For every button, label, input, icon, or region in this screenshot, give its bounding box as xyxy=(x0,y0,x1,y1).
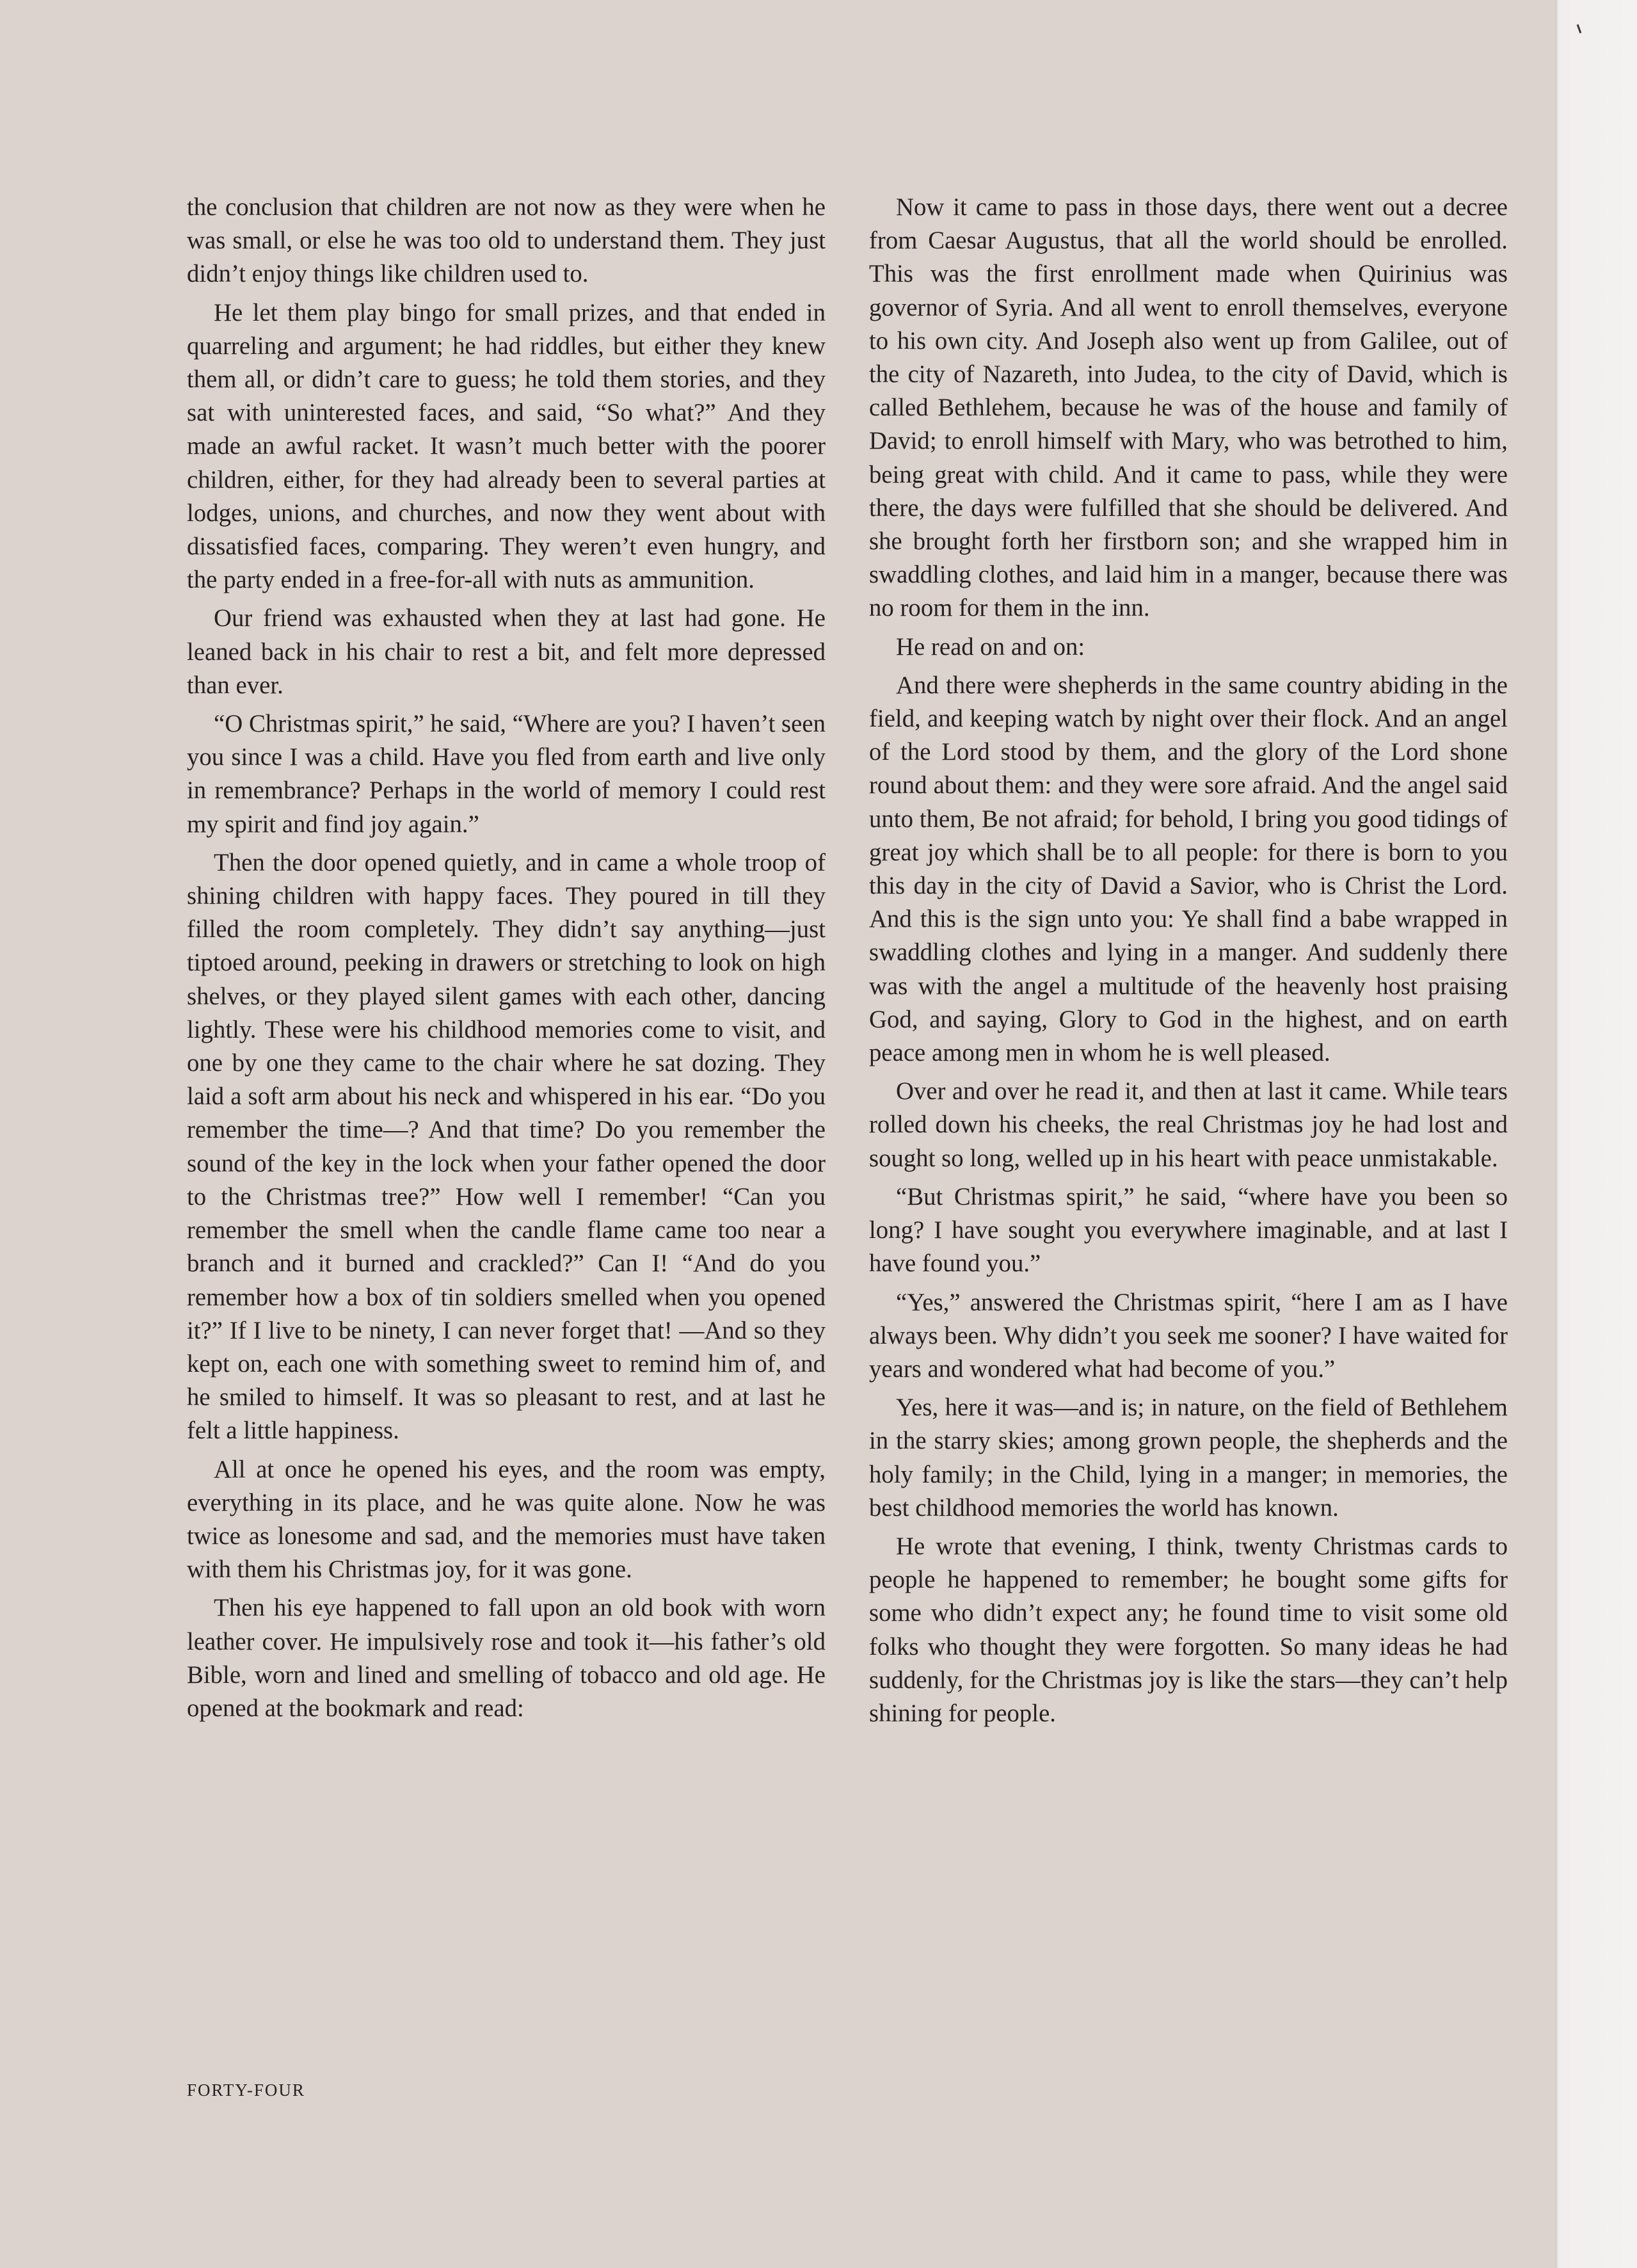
scan-background-edge xyxy=(1555,0,1637,2268)
page-number: FORTY-FOUR xyxy=(187,2080,305,2100)
paragraph: “Yes,” answered the Christmas spirit, “here I am as I have always been. Why didn’t you seek me sooner? I have waited for years and wondered what had become of you.” xyxy=(869,1288,1508,1383)
paragraph: Yes, here it was—and is; in nature, on the field of Bethlehem in the starry skies; among grown people, the shepherds and the holy family; in the Child, lying in a manger; in memories, the best childhood memories the world has known. xyxy=(869,1394,1508,1522)
paragraph: “But Christmas spirit,” he said, “where have you been so long? I have sought you everywhere imaginable, and at last I have found you.” xyxy=(869,1182,1508,1278)
paragraph: “O Christmas spirit,” he said, “Where are you? I haven’t seen you since I was a child. Have you fled from earth and live only in remembrance? Perhaps in the world of memory I could rest my spirit and find joy again.” xyxy=(187,710,826,838)
paragraph: He let them play bingo for small prizes, and that ended in quarreling and argument; he had riddles, but either they knew them all, or didn’t care to guess; he told them stories, and they sat with uninterested faces, and said, “So what?” And they made an awful racket. It wasn’t much better with the poorer children, either, for they had already been to several parties at lodges, unions, and churches, and now they went about with dissatisfied faces, comparing. They weren’t even hungry, and the party ended in a free-for-all with nuts as ammunition. xyxy=(187,298,826,594)
right-text-column xyxy=(869,191,1508,1735)
scripture-paragraph: And there were shepherds in the same country abiding in the field, and keeping watch by night over their flock. And an angel of the Lord stood by them, and the glory of the Lord shone round about them: and they were sore afraid. And the angel said unto them, Be not afraid; for behold, I bring you good tidings of great joy which shall be to all people: for there is born to you this day in the city of David a Savior, who is Christ the Lord. And this is the sign unto you: Ye shall find a babe wrapped in swaddling clothes and lying in a manger. And suddenly there was with the angel a multitude of the heavenly host praising God, and saying, Glory to God in the highest, and on earth peace among men in whom he is well pleased. xyxy=(869,671,1508,1067)
paragraph: All at once he opened his eyes, and the room was empty, everything in its place, and he was quite alone. Now he was twice as lonesome and sad, and the memories must have taken with them his Christmas joy, for it was gone. xyxy=(187,1455,826,1584)
paragraph: Over and over he read it, and then at last it came. While tears rolled down his cheeks, the real Christmas joy he had lost and sought so long, welled up in his heart with peace unmistakable. xyxy=(869,1077,1508,1172)
paragraph: Then his eye happened to fall upon an old book with worn leather cover. He impulsively rose and took it—his father’s old Bible, worn and lined and smelling of tobacco and old age. He opened at the bookmark and read: xyxy=(187,1594,826,1722)
paragraph: Our friend was exhausted when they at last had gone. He leaned back in his chair to rest a bit, and felt more depressed than ever. xyxy=(187,604,826,699)
paragraph: He read on and on: xyxy=(896,632,1085,661)
left-text-column xyxy=(187,191,826,1730)
scripture-paragraph: Now it came to pass in those days, there went out a decree from Caesar Augustus, that all the world should be enrolled. This was the first enrollment made when Quirinius was governor of Syria. And all went to enroll themselves, everyone to his own city. And Joseph also went up from Galilee, out of the city of Nazareth, into Judea, to the city of David, which is called Bethlehem, because he was of the house and family of David; to enroll himself with Mary, who was betrothed to him, being great with child. And it came to pass, while they were there, the days were fulfilled that she should be delivered. And she brought forth her firstborn son; and she wrapped him in swaddling clothes, and laid him in a manger, because there was no room for them in the inn. xyxy=(869,193,1508,622)
paragraph: the conclusion that children are not now as they were when he was small, or else he was too old to understand them. They just didn’t enjoy things like children used to. xyxy=(187,193,826,288)
paragraph: He wrote that evening, I think, twenty Christmas cards to people he happened to remember; he bought some gifts for some who didn’t expect any; he found time to visit some old folks who thought they were forgotten. So many ideas he had suddenly, for the Christmas joy is like the stars—they can’t help shining for people. xyxy=(869,1532,1508,1727)
paragraph: Then the door opened quietly, and in came a whole troop of shining children with happy faces. They poured in till they filled the room completely. They didn’t say anything—just tiptoed around, peeking in drawers or stretching to look on high shelves, or they played silent games with each other, dancing lightly. These were his childhood memories come to visit, and one by one they came to the chair where he sat dozing. They laid a soft arm about his neck and whispered in his ear. “Do you remember the time—? And that time? Do you remember the sound of the key in the lock when your father opened the door to the Christmas tree?” How well I remember! “Can you remember the smell when the candle flame came too near a branch and it burned and crackled?” Can I! “And do you remember how a box of tin soldiers smelled when you opened it?” If I live to be ninety, I can never forget that! —And so they kept on, each one with something sweet to remind him of, and he smiled to himself. It was so pleasant to rest, and at last he felt a little happiness. xyxy=(187,848,826,1445)
